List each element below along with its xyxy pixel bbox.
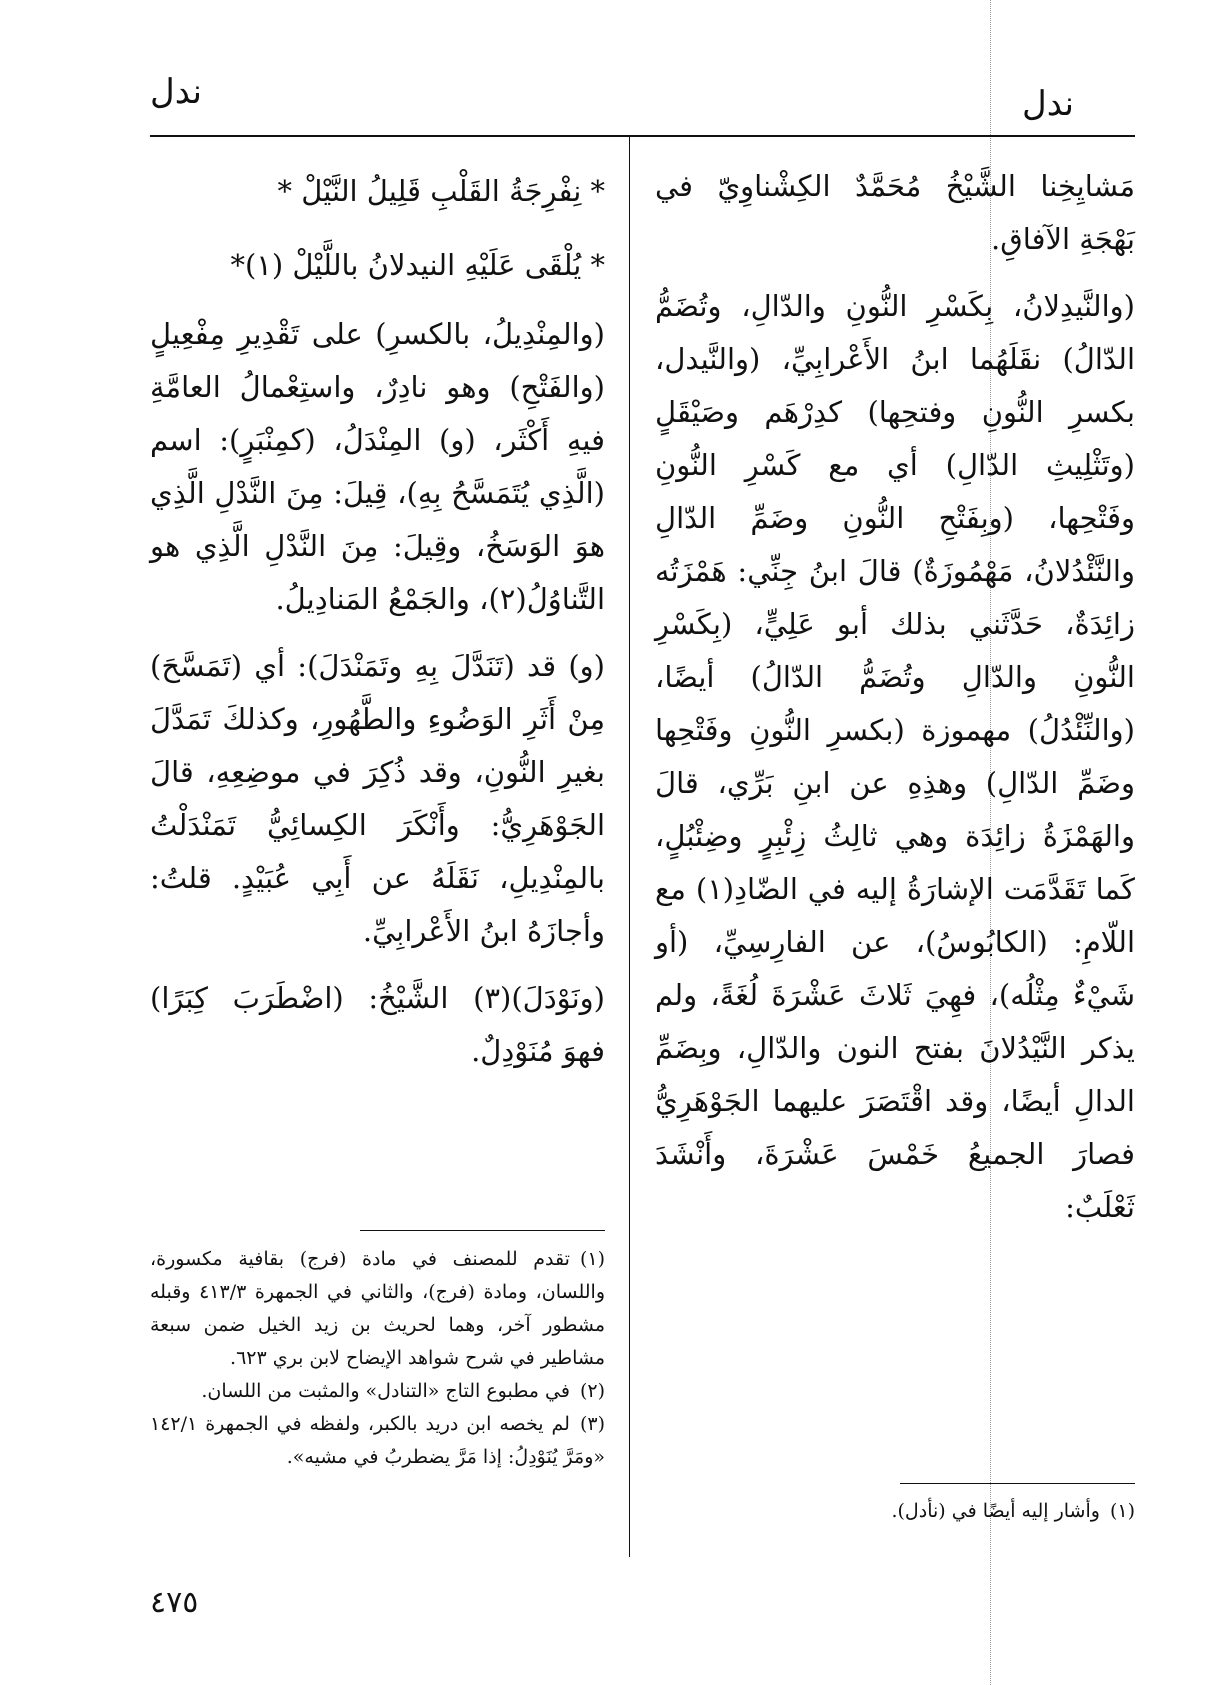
paragraph: (والمِنْدِيلُ، بالكسرِ) على تَقْدِيرِ مِفْعِيلٍ (والفَتْحِ) وهو نادِرٌ، واستِعْمالُ العامَّةِ فيهِ أَكْثَر، (و) المِنْدَلُ، (كمِنْبَرٍ): اسم (الَّذِي يُتَمَسَّحُ بِهِ)، قِيلَ: مِنَ النَّدْلِ الَّذِي هوَ الوَسَخُ، وقِيلَ: مِنَ النَّدْلِ الَّذِي هو التَّناوُلُ(٢)، والجَمْعُ المَنادِيلُ. (150, 317, 605, 616)
footnote-text: لم يخصه ابن دريد بالكبر، ولفظه في الجمهرة ١٤٢/١ «ومَرَّ يُنَوْدِلُ: إذا مَرَّ يضطربُ في مشيه». (150, 1413, 605, 1468)
footnote (150, 1243, 605, 1375)
footnotes-left (150, 1243, 605, 1474)
footnote-rule-right (900, 1483, 1135, 1484)
paragraph: (و) قد (تَنَدَّلَ بِهِ وتَمَنْدَلَ): أي (تَمَسَّحَ) مِنْ أَثَرِ الوَضُوءِ والطَّهُورِ، وكذلكَ تَمَدَّلَ بغيرِ النُّونِ، وقد ذُكِرَ في موضِعِهِ، قالَ الجَوْهَرِيُّ: وأَنْكَرَ الكِسائِيُّ تَمَنْدَلْتُ بالمِنْدِيلِ، نَقَلَهُ عن أَبِي عُبَيْدٍ. قلتُ: وأجازَهُ ابنُ الأَعْرابِيِّ. (150, 649, 605, 948)
paragraph: مَشايِخِنا الشَّيْخُ مُحَمَّدٌ الكِشْناوِيّ في بَهْجَةِ الآفاقِ. (655, 169, 1135, 256)
header-rule (150, 135, 1135, 137)
footnote (150, 1408, 605, 1474)
footnote-number: (٢) (579, 1380, 605, 1402)
verse-line: * نِفْرِجَةُ القَلْبِ قَلِيلُ النَّيْلْ * (277, 174, 605, 208)
paragraph: (ونَوْدَلَ)(٣) الشَّيْخُ: (اضْطَرَبَ كِبَرًا) فهوَ مُنَوْدِلٌ. (150, 981, 605, 1068)
footnotes-right (655, 1495, 1135, 1528)
footnote-text: وأشار إليه أيضًا في (نأدل). (891, 1500, 1100, 1522)
footnote (150, 1375, 605, 1408)
running-header-left: ندل (150, 72, 203, 112)
footnote-rule-left (360, 1230, 605, 1231)
right-column (655, 160, 1135, 1248)
footnote-number: (١) (1109, 1500, 1135, 1522)
footnote (655, 1495, 1135, 1528)
footnote-number: (٣) (579, 1413, 605, 1435)
left-column (150, 160, 605, 1092)
running-header-right: ندل (1021, 84, 1074, 124)
verse-line: * يُلْقَى عَلَيْهِ النيدلانُ باللَّيْلْ (١)* (230, 248, 605, 282)
footnote-text: في مطبوع التاج «التنادل» والمثبت من اللسان. (201, 1380, 570, 1402)
footnote-text: تقدم للمصنف في مادة (فرج) بقافية مكسورة، واللسان، ومادة (فرج)، والثاني في الجمهرة ٤١٣/٣ وقبله مشطور آخر، وهما لحريث بن زيد الخيل ضمن سبعة مشاطير في شرح شواهد الإيضاح لابن بري ٦٢٣. (150, 1248, 605, 1369)
footnote-number: (١) (579, 1248, 605, 1270)
page-number: ٤٧٥ (150, 1585, 199, 1620)
paragraph: (والنَّيدِلانُ، بِكَسْرِ النُّونِ والدّالِ، وتُضَمُّ الدّالُ) نقَلَهُما ابنُ الأَعْرابِيِّ، (والنَّيدل، بكسرِ النُّونِ وفتحِها) كدِرْهَم وصَيْقَلٍ (وتَثْلِيثِ الدّالِ) أي مع كَسْرِ النُّونِ وفَتْحِها، (وبِفَتْحِ النُّونِ وضَمِّ الدّالِ والنَّئْدُلانُ، مَهْمُوزَةٌ) قالَ ابنُ جِنِّي: هَمْزَتُه زائِدَةٌ، حَدَّثَني بذلك أبو عَلِيٍّ، (بِكَسْرِ النُّونِ والدّالِ وتُضَمُّ الدّالُ) أيضًا، (والنِّئْدُلُ) مهموزة (بكسرِ النُّونِ وفَتْحِها وضَمِّ الدّالِ) وهذِهِ عن ابنِ بَرِّي، قالَ والهَمْزَةُ زائِدَة وهي ثالِثُ زِئْبِرٍ وضِئْبُلٍ، كَما تَقَدَّمَت الإشارَةُ إليه في الضّادِ(١) مع اللّامِ: (الكابُوسُ)، عن الفارِسِيِّ، (أو شَيْءٌ مِثْلُه)، فهِيَ ثَلاثَ عَشْرَةَ لُغَةً، ولم يذكر النَّيْدُلانَ بفتح النون والدّالِ، وبِضَمِّ الدالِ أيضًا، وقد اقْتَصَرَ عليهما الجَوْهَرِيُّ فصارَ الجميعُ خَمْسَ عَشْرَةَ، وأَنْشَدَ ثَعْلَبٌ: (655, 289, 1135, 1224)
column-divider (629, 137, 630, 1557)
